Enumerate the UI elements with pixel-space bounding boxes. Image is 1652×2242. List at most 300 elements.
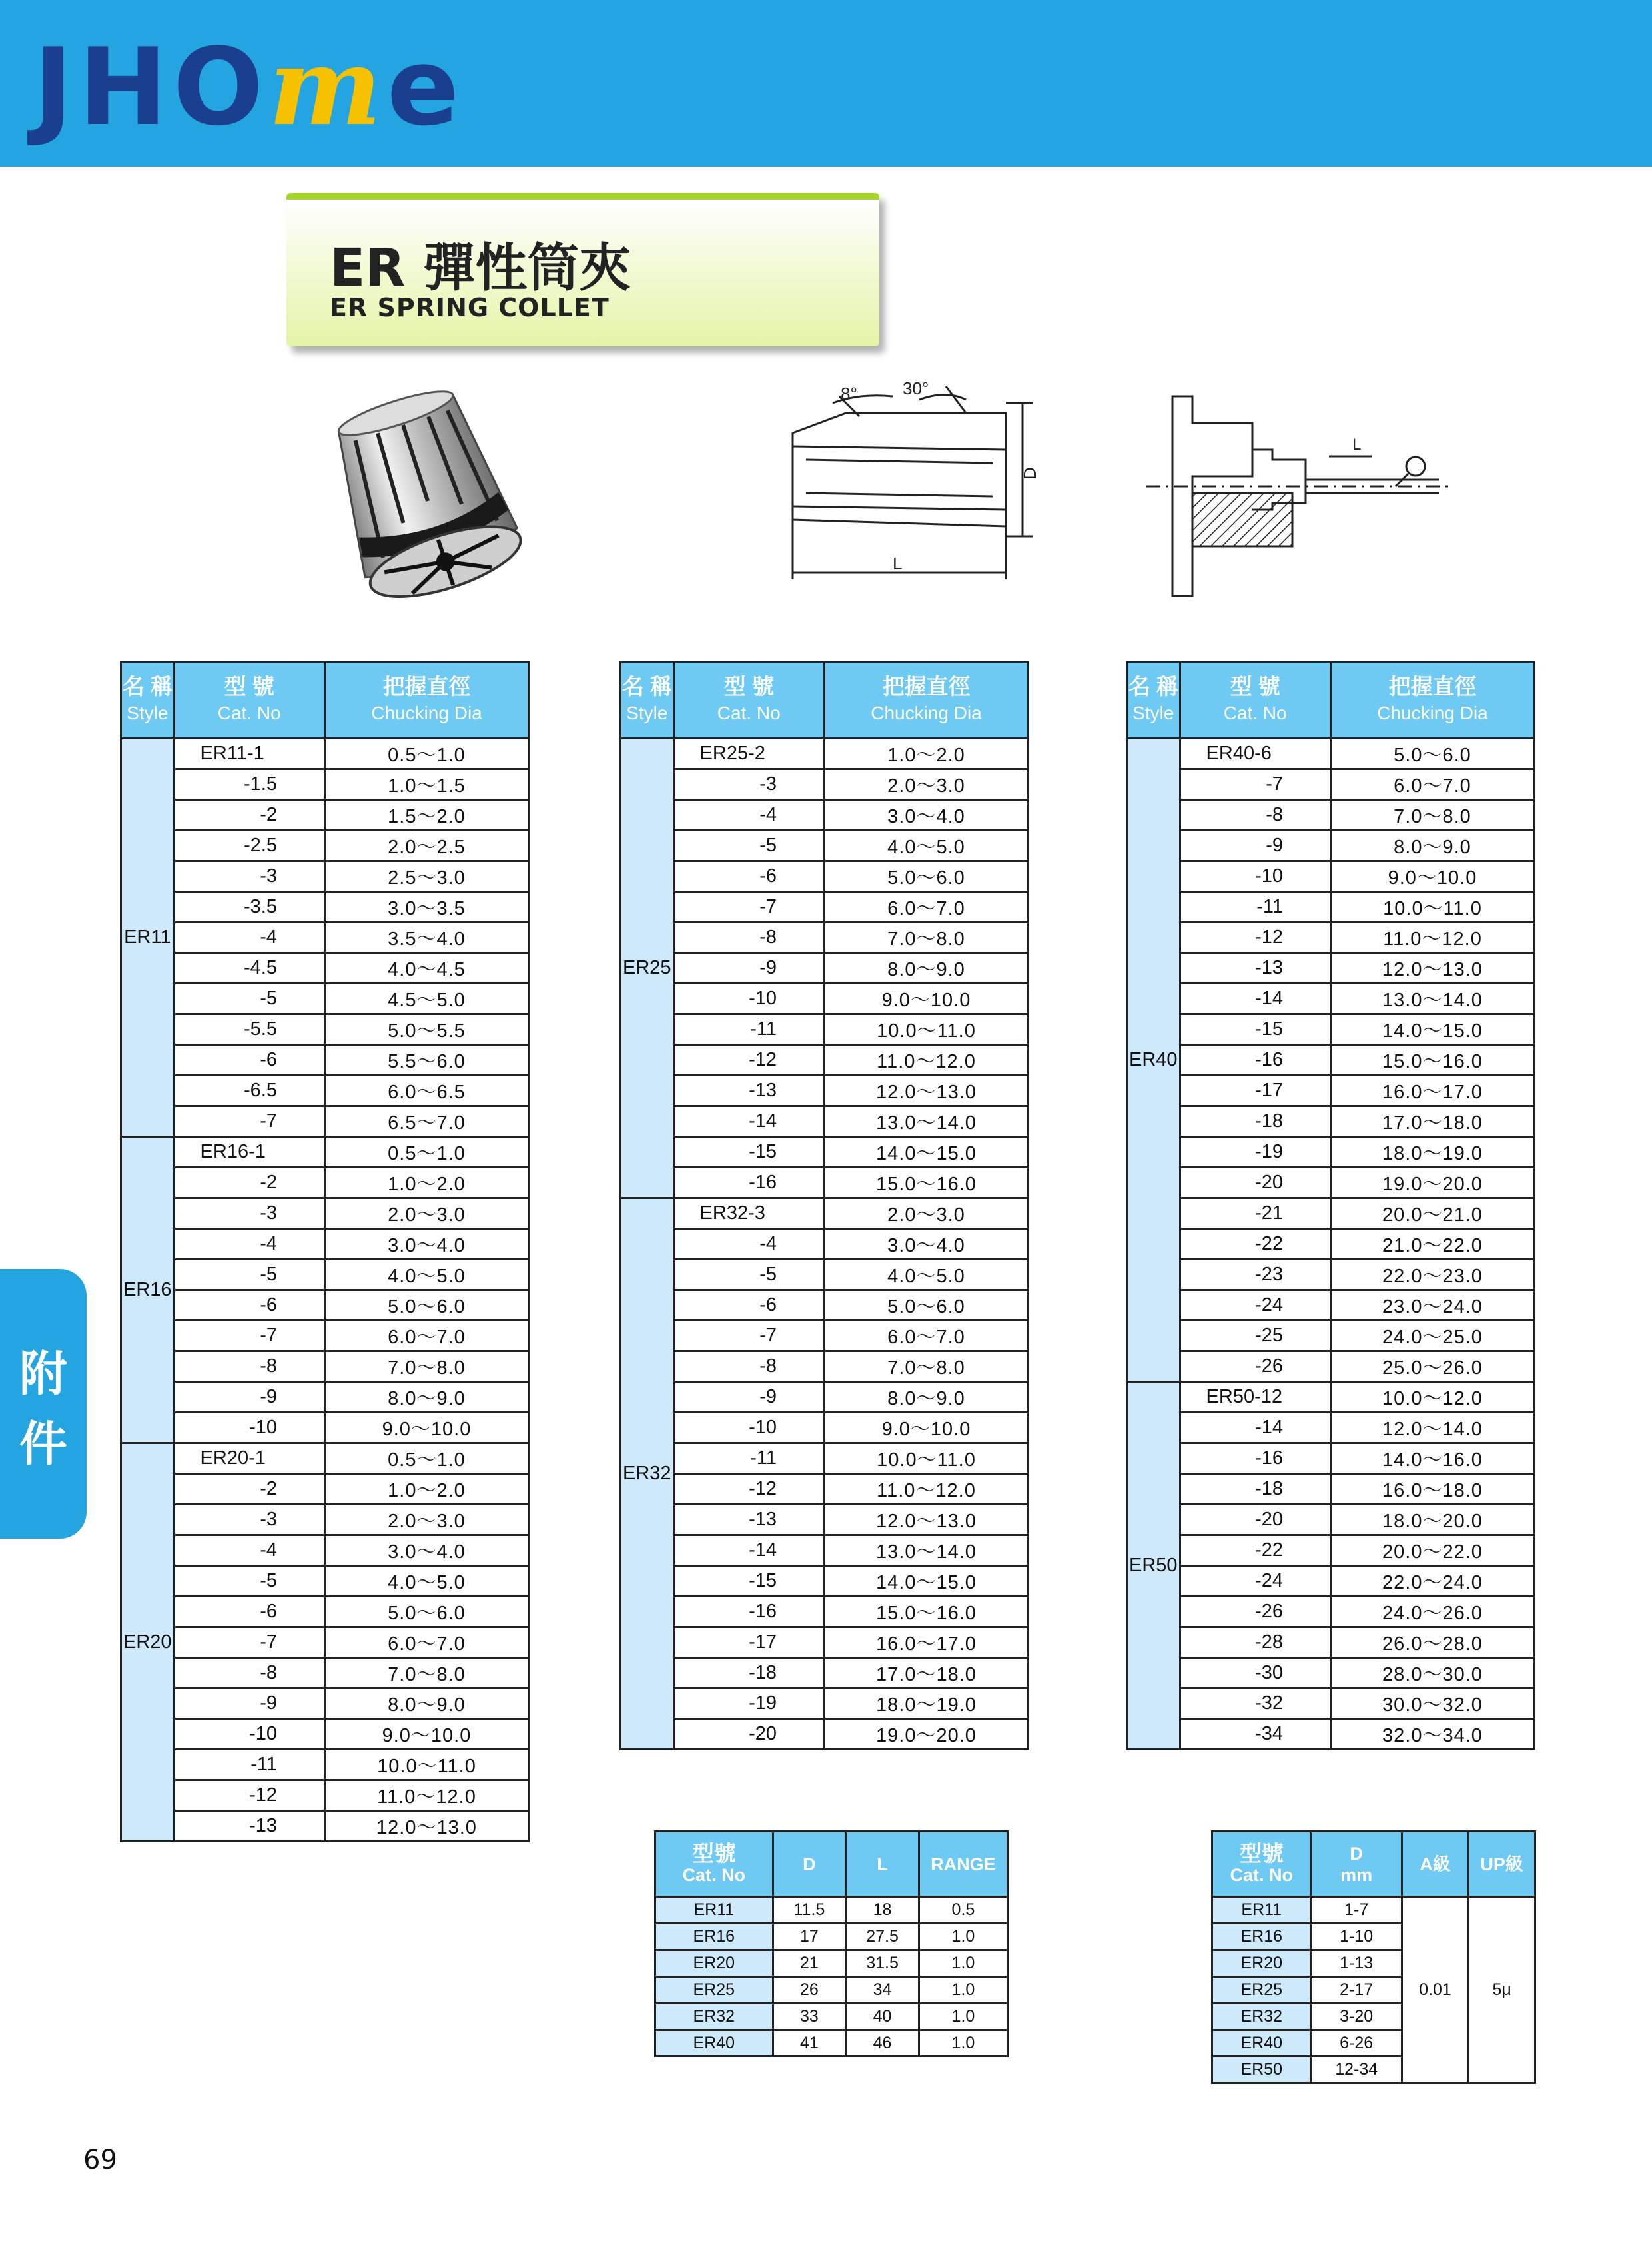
table-row [621,1413,1029,1443]
dimensions-table [654,1830,1009,2057]
cat-no-cell: -32 [1180,1688,1330,1719]
chucking-dia-cell: 8.0～9.0 [324,1382,528,1413]
cat-no-cell: -9 [673,953,824,984]
chucking-dia-cell: 15.0～16.0 [824,1168,1028,1198]
table-row [1127,1474,1535,1505]
chucking-dia-cell: 11.0～12.0 [824,1474,1028,1505]
table-row [1127,953,1535,984]
table-row [621,1260,1029,1290]
cat-no-cell: -18 [673,1658,824,1688]
table-row [1127,1076,1535,1106]
chucking-dia-cell: 7.0～8.0 [324,1658,528,1688]
cat-no-cell: -20 [1180,1505,1330,1535]
cat-no-cell: -13 [673,1505,824,1535]
collet-table-2 [620,661,1029,1750]
acc-d-cell: 1-13 [1311,1950,1402,1977]
table-row [1127,739,1535,769]
cat-no-cell: -6 [174,1597,324,1627]
cat-no-cell: -25 [1180,1321,1330,1351]
chucking-dia-cell: 0.5～1.0 [324,739,528,769]
chucking-dia-cell: 2.0～2.5 [324,831,528,861]
dims-range-cell: 1.0 [919,1950,1007,1977]
chucking-dia-cell: 1.5～2.0 [324,800,528,831]
chucking-dia-cell: 14.0～15.0 [824,1137,1028,1168]
chucking-dia-cell: 18.0～20.0 [1330,1505,1534,1535]
cat-no-cell: -12 [174,1780,324,1811]
table-row [621,923,1029,953]
cat-no-cell: -7 [174,1627,324,1658]
chucking-dia-cell: 20.0～22.0 [1330,1535,1534,1566]
table-row [121,1719,529,1750]
table-row [121,1168,529,1198]
chucking-dia-cell: 6.0～7.0 [824,1321,1028,1351]
cat-no-cell: -5 [673,1260,824,1290]
chucking-dia-cell: 5.0～6.0 [1330,739,1534,769]
table-row [621,1351,1029,1382]
acc-cat-cell: ER25 [1212,1977,1311,2004]
cat-no-cell: -3 [174,1198,324,1229]
chucking-dia-cell: 14.0～15.0 [1330,1014,1534,1045]
acc-header-up: UP級 [1469,1832,1535,1897]
dims-range-cell: 1.0 [919,1924,1007,1950]
table-row [1127,1045,1535,1076]
chucking-dia-cell: 1.0～2.0 [324,1474,528,1505]
acc-cat-cell: ER50 [1212,2057,1311,2083]
table-row [121,1351,529,1382]
style-cell: ER16 [121,1137,175,1443]
style-cell: ER40 [1127,739,1180,1382]
cat-no-cell: -12 [1180,923,1330,953]
table-row [1127,1168,1535,1198]
cat-no-cell: -13 [174,1811,324,1842]
table-row [121,861,529,892]
table-row [621,1290,1029,1321]
acc-cat-cell: ER20 [1212,1950,1311,1977]
cat-no-cell: -3.5 [174,892,324,923]
table-row [121,1229,529,1260]
chucking-dia-cell: 8.0～9.0 [824,1382,1028,1413]
chucking-dia-cell: 3.5～4.0 [324,923,528,953]
chucking-dia-cell: 12.0～14.0 [1330,1413,1534,1443]
chucking-dia-cell: 3.0～4.0 [824,800,1028,831]
dims-l-cell: 46 [846,2030,919,2057]
table-row [655,1977,1008,2004]
table-row [621,1688,1029,1719]
table-row [621,1474,1029,1505]
dims-d-cell: 17 [773,1924,846,1950]
cat-no-cell: -14 [673,1535,824,1566]
cat-no-cell: -11 [1180,892,1330,923]
cat-no-cell: -13 [673,1076,824,1106]
cat-no-cell: -6 [673,1290,824,1321]
table-row [121,1290,529,1321]
cat-no-cell: ER40-6 [1180,739,1330,769]
table-row [121,1443,529,1474]
header-dia: 把握直徑 Chucking Dia [824,662,1028,739]
chucking-dia-cell: 6.0～7.0 [324,1627,528,1658]
cat-no-cell: ER16-1 [174,1137,324,1168]
table-row [621,953,1029,984]
chucking-dia-cell: 11.0～12.0 [324,1780,528,1811]
cat-no-cell: -10 [1180,861,1330,892]
table-row [1127,1260,1535,1290]
dims-range-cell: 1.0 [919,1977,1007,2004]
cat-no-cell: -28 [1180,1627,1330,1658]
acc-d-cell: 1-10 [1311,1924,1402,1950]
table-row [1127,831,1535,861]
table-row [655,1950,1008,1977]
chucking-dia-cell: 18.0～19.0 [1330,1137,1534,1168]
table-row [1127,769,1535,800]
holder-assembly-diagram [1132,386,1465,606]
dims-l-cell: 27.5 [846,1924,919,1950]
brand-logo: JHOme [33,24,465,149]
table-row [1127,1351,1535,1382]
cat-no-cell: -14 [1180,984,1330,1014]
chucking-dia-cell: 8.0～9.0 [1330,831,1534,861]
table-row [1127,1535,1535,1566]
chucking-dia-cell: 2.0～3.0 [324,1198,528,1229]
table-row [621,861,1029,892]
chucking-dia-cell: 5.0～5.5 [324,1014,528,1045]
chucking-dia-cell: 26.0～28.0 [1330,1627,1534,1658]
table-row [621,769,1029,800]
cat-no-cell: -7 [673,1321,824,1351]
table-row [121,1597,529,1627]
dims-cat-cell: ER16 [655,1924,773,1950]
cat-no-cell: -3 [174,861,324,892]
table-row [121,1688,529,1719]
cat-no-cell: -16 [673,1597,824,1627]
cat-no-cell: -17 [1180,1076,1330,1106]
chucking-dia-cell: 1.0～1.5 [324,769,528,800]
chucking-dia-cell: 13.0～14.0 [824,1106,1028,1137]
chucking-dia-cell: 14.0～16.0 [1330,1443,1534,1474]
table-row [621,1106,1029,1137]
cat-no-cell: -5.5 [174,1014,324,1045]
chucking-dia-cell: 6.0～7.0 [1330,769,1534,800]
dims-l-cell: 18 [846,1897,919,1924]
chucking-dia-cell: 2.0～3.0 [824,1198,1028,1229]
dims-cat-cell: ER25 [655,1977,773,2004]
header-cat: 型 號 Cat. No [174,662,324,739]
table-row [1127,1597,1535,1627]
chucking-dia-cell: 6.0～7.0 [324,1321,528,1351]
table-row [121,1198,529,1229]
chucking-dia-cell: 11.0～12.0 [1330,923,1534,953]
chucking-dia-cell: 6.0～6.5 [324,1076,528,1106]
chucking-dia-cell: 15.0～16.0 [1330,1045,1534,1076]
cat-no-cell: -10 [174,1719,324,1750]
chucking-dia-cell: 13.0～14.0 [1330,984,1534,1014]
table-row [621,1535,1029,1566]
cat-no-cell: -30 [1180,1658,1330,1688]
table-row [121,1045,529,1076]
table-row [621,800,1029,831]
dims-header-l: L [846,1832,919,1897]
cat-no-cell: -19 [673,1688,824,1719]
cat-no-cell: -10 [673,984,824,1014]
table-row [121,1106,529,1137]
page-number: 69 [83,2145,117,2175]
chucking-dia-cell: 17.0～18.0 [824,1658,1028,1688]
cat-no-cell: -24 [1180,1566,1330,1597]
cat-no-cell: -5 [174,984,324,1014]
cat-no-cell: -4 [673,1229,824,1260]
cat-no-cell: -22 [1180,1535,1330,1566]
chucking-dia-cell: 3.0～3.5 [324,892,528,923]
chucking-dia-cell: 11.0～12.0 [824,1045,1028,1076]
acc-d-cell: 2-17 [1311,1977,1402,2004]
chucking-dia-cell: 0.5～1.0 [324,1443,528,1474]
table-row [1127,1382,1535,1413]
table-row [621,1229,1029,1260]
chucking-dia-cell: 6.0～7.0 [824,892,1028,923]
table-row [655,2004,1008,2030]
dims-d-cell: 41 [773,2030,846,2057]
cat-no-cell: -18 [1180,1474,1330,1505]
dims-cat-cell: ER20 [655,1950,773,1977]
cat-no-cell: -21 [1180,1198,1330,1229]
table-row [1127,1106,1535,1137]
table-row [621,892,1029,923]
cat-no-cell: ER50-12 [1180,1382,1330,1413]
cat-no-cell: -9 [673,1382,824,1413]
chucking-dia-cell: 5.0～6.0 [324,1597,528,1627]
table-row [121,800,529,831]
cat-no-cell: -20 [673,1719,824,1750]
acc-a-value: 0.01 [1402,1897,1468,2083]
table-row [621,1014,1029,1045]
chucking-dia-cell: 24.0～25.0 [1330,1321,1534,1351]
cat-no-cell: -3 [673,769,824,800]
table-row [1127,1688,1535,1719]
chucking-dia-cell: 12.0～13.0 [824,1505,1028,1535]
header-dia: 把握直徑 Chucking Dia [324,662,528,739]
page-title: ER 彈性筒夾 [330,238,631,298]
table-row [1212,1897,1535,1924]
cat-no-cell: -5 [174,1260,324,1290]
section-tab [0,1269,87,1539]
cat-no-cell: -12 [673,1045,824,1076]
table-row [1127,1229,1535,1260]
cat-no-cell: ER25-2 [673,739,824,769]
cat-no-cell: -8 [174,1658,324,1688]
cat-no-cell: -4 [174,923,324,953]
header-style: 名 稱 Style [1127,662,1180,739]
chucking-dia-cell: 10.0～11.0 [324,1750,528,1780]
table-header-row [621,662,1029,739]
acc-d-cell: 6-26 [1311,2030,1402,2057]
table-row [1127,1505,1535,1535]
cat-no-cell: -22 [1180,1229,1330,1260]
table-row [1127,892,1535,923]
cat-no-cell: -4 [673,800,824,831]
page-subtitle: ER SPRING COLLET [330,293,610,322]
header-dia: 把握直徑 Chucking Dia [1330,662,1534,739]
dims-d-cell: 26 [773,1977,846,2004]
cat-no-cell: -15 [1180,1014,1330,1045]
cat-no-cell: -2.5 [174,831,324,861]
cat-no-cell: -17 [673,1627,824,1658]
cat-no-cell: -9 [1180,831,1330,861]
cat-no-cell: -15 [673,1566,824,1597]
cat-no-cell: -1.5 [174,769,324,800]
cat-no-cell: -16 [1180,1045,1330,1076]
dims-l-cell: 31.5 [846,1950,919,1977]
style-cell: ER50 [1127,1382,1180,1750]
cat-no-cell: -2 [174,1168,324,1198]
chucking-dia-cell: 18.0～19.0 [824,1688,1028,1719]
chucking-dia-cell: 7.0～8.0 [324,1351,528,1382]
cat-no-cell: -16 [673,1168,824,1198]
cat-no-cell: -8 [673,923,824,953]
chucking-dia-cell: 5.0～6.0 [324,1290,528,1321]
header-style: 名 稱 Style [621,662,674,739]
title-box [286,193,879,346]
table-row [621,984,1029,1014]
table-row [621,1045,1029,1076]
table-row [121,1413,529,1443]
chucking-dia-cell: 19.0～20.0 [824,1719,1028,1750]
table-row [1127,923,1535,953]
dims-header-range: RANGE [919,1832,1007,1897]
chucking-dia-cell: 8.0～9.0 [324,1688,528,1719]
table-row [121,1382,529,1413]
table-row [621,1321,1029,1351]
cat-no-cell: -10 [673,1413,824,1443]
cat-no-cell: -5 [174,1566,324,1597]
table-row [121,1505,529,1535]
acc-cat-cell: ER11 [1212,1897,1311,1924]
cat-no-cell: -9 [174,1688,324,1719]
table-row [121,984,529,1014]
chucking-dia-cell: 25.0～26.0 [1330,1351,1534,1382]
table-row [621,1566,1029,1597]
cat-no-cell: -7 [1180,769,1330,800]
table-row [621,1168,1029,1198]
acc-d-cell: 12-34 [1311,2057,1402,2083]
chucking-dia-cell: 9.0～10.0 [324,1413,528,1443]
table-row [121,1321,529,1351]
table-header-row [121,662,529,739]
chucking-dia-cell: 16.0～18.0 [1330,1474,1534,1505]
chucking-dia-cell: 24.0～26.0 [1330,1597,1534,1627]
table-row [621,1627,1029,1658]
cat-no-cell: -16 [1180,1443,1330,1474]
cat-no-cell: -8 [1180,800,1330,831]
holder-l-label: L [1352,436,1362,454]
cat-no-cell: -6.5 [174,1076,324,1106]
table-row [121,892,529,923]
collet-table-3 [1126,661,1535,1750]
table-row [121,1658,529,1688]
chucking-dia-cell: 4.5～5.0 [324,984,528,1014]
table-row [1127,1321,1535,1351]
cat-no-cell: ER11-1 [174,739,324,769]
angle-30-label: 30° [903,378,929,398]
chucking-dia-cell: 8.0～9.0 [824,953,1028,984]
cat-no-cell: -24 [1180,1290,1330,1321]
section-tab-char2: 件 [19,1416,67,1472]
acc-d-cell: 3-20 [1311,2004,1402,2030]
chucking-dia-cell: 0.5～1.0 [324,1137,528,1168]
table-row [1127,1413,1535,1443]
acc-header-cat: 型號 Cat. No [1212,1832,1311,1897]
table-row [621,1505,1029,1535]
table-row [621,1076,1029,1106]
cat-no-cell: -7 [174,1106,324,1137]
chucking-dia-cell: 10.0～11.0 [824,1014,1028,1045]
dims-l-cell: 40 [846,2004,919,2030]
dims-d-cell: 33 [773,2004,846,2030]
cat-no-cell: ER20-1 [174,1443,324,1474]
cat-no-cell: -3 [174,1505,324,1535]
dims-cat-cell: ER32 [655,2004,773,2030]
table-row [1127,1443,1535,1474]
table-row [621,1719,1029,1750]
cat-no-cell: -11 [174,1750,324,1780]
dims-header-d: D [773,1832,846,1897]
chucking-dia-cell: 17.0～18.0 [1330,1106,1534,1137]
cat-no-cell: -14 [1180,1413,1330,1443]
angle-8-label: 8° [841,384,857,404]
cat-no-cell: ER32-3 [673,1198,824,1229]
dims-range-cell: 1.0 [919,2030,1007,2057]
cat-no-cell: -23 [1180,1260,1330,1290]
chucking-dia-cell: 4.0～5.0 [824,1260,1028,1290]
table-row [121,1535,529,1566]
table-row [121,831,529,861]
acc-header-d: D mm [1311,1832,1402,1897]
cat-no-cell: -11 [673,1443,824,1474]
table-row [121,1750,529,1780]
dims-d-cell: 11.5 [773,1897,846,1924]
style-cell: ER11 [121,739,175,1137]
cat-no-cell: -18 [1180,1106,1330,1137]
table-row [121,1780,529,1811]
acc-cat-cell: ER32 [1212,2004,1311,2030]
chucking-dia-cell: 22.0～23.0 [1330,1260,1534,1290]
dimension-l-label: L [893,554,903,573]
cat-no-cell: -7 [673,892,824,923]
cat-no-cell: -12 [673,1474,824,1505]
cat-no-cell: -15 [673,1137,824,1168]
dims-header-cat: 型號 Cat. No [655,1832,773,1897]
cat-no-cell: -11 [673,1014,824,1045]
table-row [1127,1198,1535,1229]
chucking-dia-cell: 16.0～17.0 [1330,1076,1534,1106]
cat-no-cell: -13 [1180,953,1330,984]
chucking-dia-cell: 4.0～4.5 [324,953,528,984]
acc-up-value: 5μ [1469,1897,1535,2083]
cat-no-cell: -6 [673,861,824,892]
chucking-dia-cell: 9.0～10.0 [824,984,1028,1014]
dims-d-cell: 21 [773,1950,846,1977]
cat-no-cell: -19 [1180,1137,1330,1168]
table-header-row [1127,662,1535,739]
chucking-dia-cell: 16.0～17.0 [824,1627,1028,1658]
chucking-dia-cell: 2.0～3.0 [324,1505,528,1535]
dims-range-cell: 1.0 [919,2004,1007,2030]
table-row [121,739,529,769]
table-row [1127,1566,1535,1597]
table-row [1127,861,1535,892]
cat-no-cell: -9 [174,1382,324,1413]
chucking-dia-cell: 10.0～11.0 [824,1443,1028,1474]
table-row [621,1382,1029,1413]
chucking-dia-cell: 7.0～8.0 [824,1351,1028,1382]
